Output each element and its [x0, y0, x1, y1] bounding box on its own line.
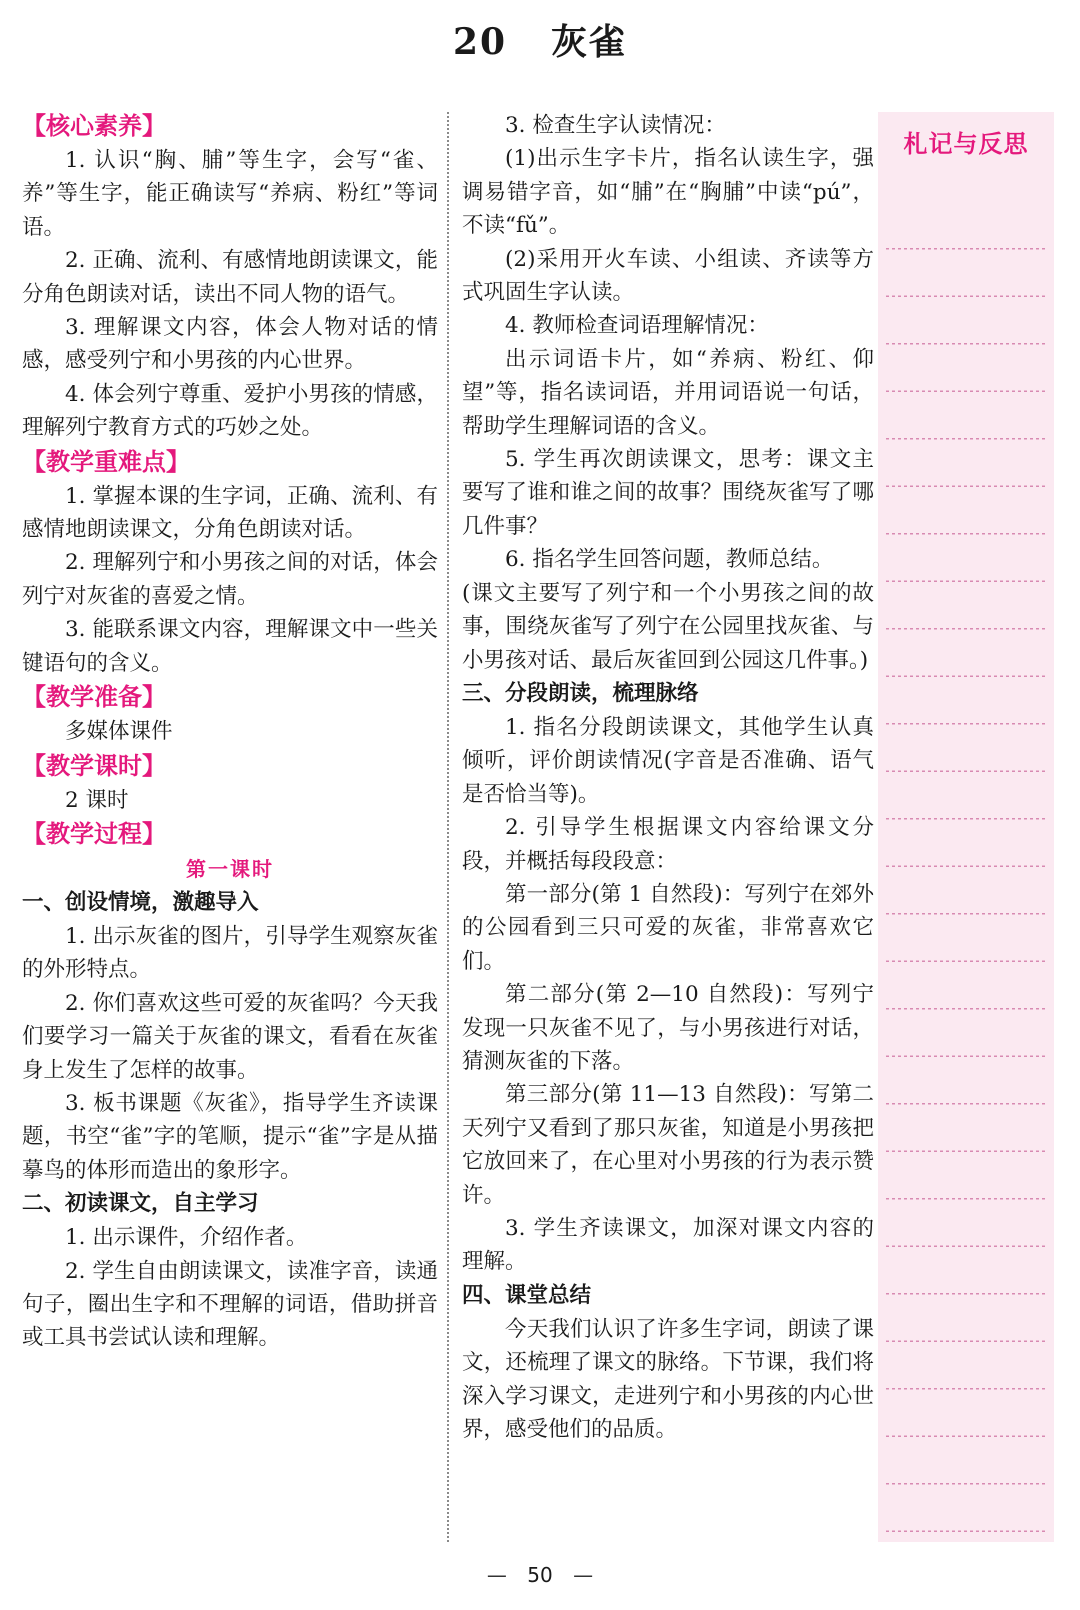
core-item-4: 4. 体会列宁尊重、爱护小男孩的情感，理解列宁教育方式的巧妙之处。 — [22, 381, 438, 441]
core-item-1: 1. 认识“胸、脯”等生字，会写“雀、养”等生字，能正确读写“养病、粉红”等词语。 — [22, 148, 438, 240]
lesson-number: 20 — [452, 21, 508, 63]
step-6: 6. 指名学生回答问题，教师总结。 — [505, 547, 834, 573]
step-4-heading: 4. 教师检查词语理解情况： — [505, 313, 769, 339]
lesson-title: 灰雀 — [551, 21, 628, 63]
preparation-heading: 【教学准备】 — [22, 683, 166, 712]
core-literacy-heading: 【核心素养】 — [22, 112, 166, 140]
class-hours-text: 2 课时 — [65, 787, 129, 813]
key-item-3: 3. 能联系课文内容，理解课文中一些关键语句的含义。 — [22, 617, 438, 676]
section-1-heading: 一、创设情境，激趣导入 — [22, 889, 259, 915]
footer-dash-right: — — [573, 1563, 594, 1587]
part-3: 第三部分(第 11—13 自然段)：写第二天列宁又看到了那只灰雀，知道是小男孩把它放回来了，在心里对小男孩的行为表示赞许。 — [462, 1082, 874, 1208]
page-footer — [0, 1563, 1080, 1587]
column-divider — [447, 112, 449, 1542]
section-2-heading: 二、初读课文，自主学习 — [22, 1191, 259, 1217]
section-2-item-1: 1. 出示课件，介绍作者。 — [65, 1225, 308, 1251]
step-6-answer: (课文主要写了列宁和一个小男孩之间的故事，围绕灰雀写了列宁在公园里找灰雀、与小男孩对话、最后灰雀回到公园这几件事。) — [462, 580, 874, 673]
notes-ruled-lines — [886, 202, 1046, 1534]
notes-sidebar-title: 札记与反思 — [903, 130, 1029, 158]
step-4-detail: 出示词语卡片，如“养病、粉红、仰望”等，指名读词语，并用词语说一句话，帮助学生理解词语的含义。 — [462, 346, 874, 439]
key-points-heading: 【教学重难点】 — [22, 447, 190, 476]
section-4-heading: 四、课堂总结 — [462, 1282, 592, 1308]
left-column — [22, 109, 438, 1355]
section-4-summary: 今天我们认识了许多生字词，朗读了课文，还梳理了课文的脉络。下节课，我们将深入学习课文，走进列宁和小男孩的内心世界，感受他们的品质。 — [462, 1316, 874, 1443]
step-3-detail-1: (1)出示生字卡片，指名认读生字，强调易错字音，如“脯”在“胸脯”中读“pú”，不读“fǔ”。 — [462, 146, 874, 239]
class-hours-heading: 【教学课时】 — [22, 751, 166, 780]
key-item-1: 1. 掌握本课的生字词，正确、流利、有感情地朗读课文，分角色朗读对话。 — [22, 483, 438, 543]
preparation-text: 多媒体课件 — [65, 719, 173, 745]
lesson-label: 第一课时 — [186, 856, 274, 881]
section-1-item-1: 1. 出示灰雀的图片，引导学生观察灰雀的外形特点。 — [22, 923, 438, 983]
section-1-item-2: 2. 你们喜欢这些可爱的灰雀吗？今天我们要学习一篇关于灰雀的课文，看看在灰雀身上发生了怎样的故事。 — [22, 990, 438, 1083]
step-3-detail-2: (2)采用开火车读、小组读、齐读等方式巩固生字认读。 — [462, 246, 874, 306]
section-3-heading: 三、分段朗读，梳理脉络 — [462, 680, 699, 706]
notes-sidebar — [878, 112, 1054, 1542]
section-3-item-2: 2. 引导学生根据课文内容给课文分段，并概括每段段意： — [462, 815, 874, 874]
part-1: 第一部分(第 1 自然段)：写列宁在郊外的公园看到三只可爱的灰雀，非常喜欢它们。 — [462, 881, 874, 974]
middle-column — [462, 109, 874, 1446]
page-title — [0, 14, 1080, 65]
section-2-item-2: 2. 学生自由朗读课文，读准字音，读通句子，圈出生字和不理解的词语，借助拼音或工具书尝试认读和理解。 — [22, 1258, 438, 1351]
step-3-heading: 3. 检查生字认读情况： — [505, 113, 726, 138]
section-3-item-3: 3. 学生齐读课文，加深对课文内容的理解。 — [462, 1216, 874, 1275]
page-number: 50 — [527, 1563, 553, 1587]
section-1-item-3: 3. 板书课题《灰雀》，指导学生齐读课题，书空“雀”字的笔顺，提示“雀”字是从描摹鸟的体形而造出的象形字。 — [22, 1090, 438, 1183]
process-heading: 【教学过程】 — [22, 819, 166, 848]
step-5: 5. 学生再次朗读课文，思考：课文主要写了谁和谁之间的故事？围绕灰雀写了哪几件事？ — [462, 447, 874, 539]
core-item-2: 2. 正确、流利、有感情地朗读课文，能分角色朗读对话，读出不同人物的语气。 — [22, 248, 438, 307]
part-2: 第二部分(第 2—10 自然段)：写列宁发现一只灰雀不见了，与小男孩进行对话，猜测灰雀的下落。 — [462, 982, 874, 1074]
core-item-3: 3. 理解课文内容，体会人物对话的情感，感受列宁和小男孩的内心世界。 — [22, 315, 438, 374]
footer-dash-left: — — [486, 1563, 507, 1587]
key-item-2: 2. 理解列宁和小男孩之间的对话，体会列宁对灰雀的喜爱之情。 — [22, 550, 438, 609]
section-3-item-1: 1. 指名分段朗读课文，其他学生认真倾听，评价朗读情况(字音是否准确、语气是否恰当等)。 — [462, 714, 874, 807]
